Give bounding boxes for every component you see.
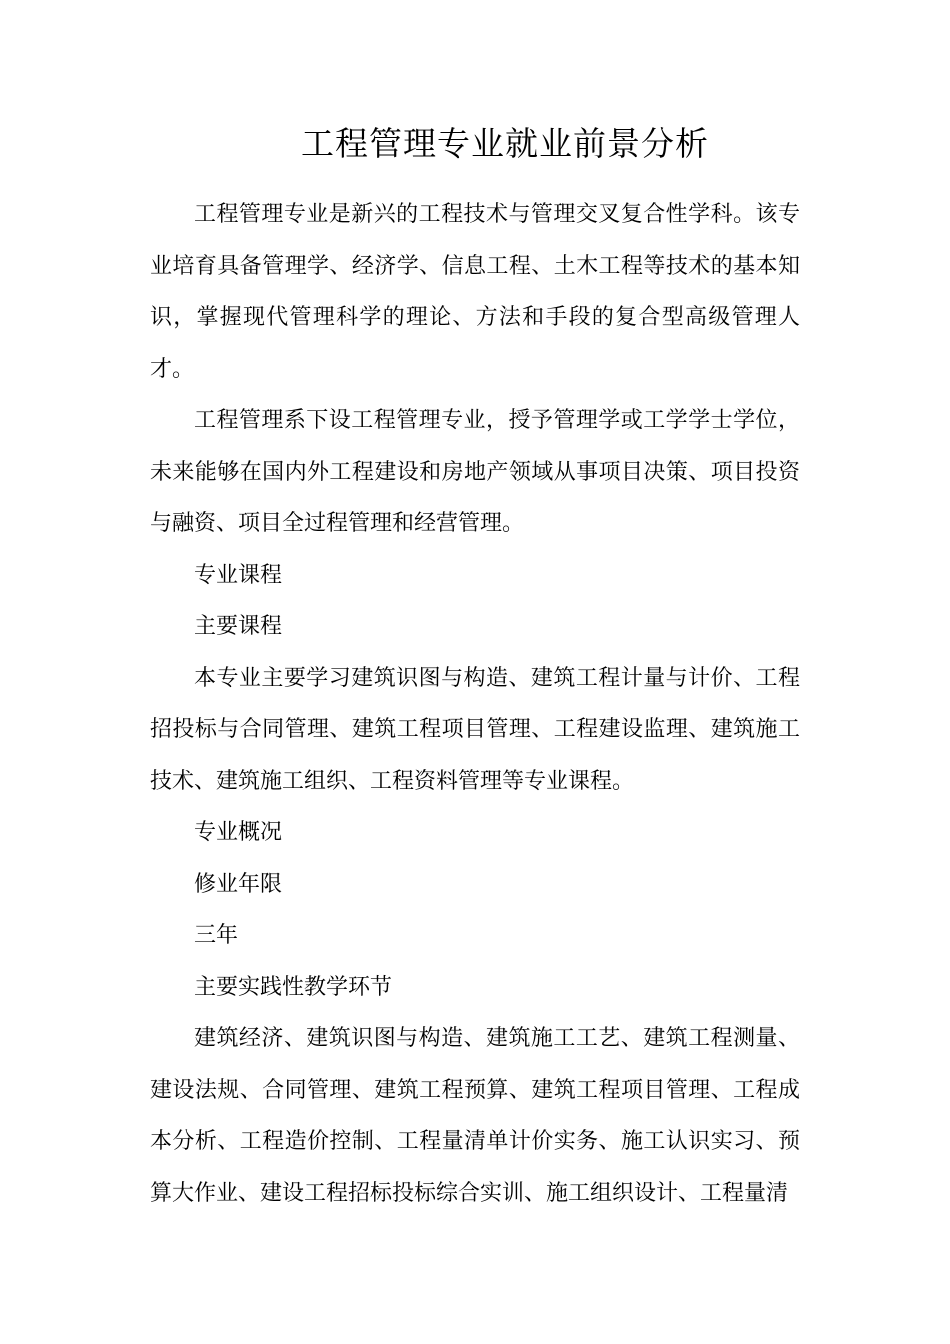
heading-practice: 主要实践性教学环节 xyxy=(194,974,393,1000)
heading-professional-courses: 专业课程 xyxy=(194,562,283,588)
heading-study-years: 修业年限 xyxy=(194,871,283,897)
document-body xyxy=(150,189,800,1219)
heading-main-courses: 主要课程 xyxy=(194,614,283,639)
value-study-years: 三年 xyxy=(194,923,239,948)
paragraph-intro: 工程管理专业是新兴的工程技术与管理交叉复合性学科。该专业培育具备管理学、经济学、信息工程、土木工程等技术的基本知识，掌握现代管理科学的理论、方法和手段的复合型高级管理人才。 xyxy=(150,202,800,382)
paragraph-course-list: 本专业主要学习建筑识图与构造、建筑工程计量与计价、工程招投标与合同管理、建筑工程项目管理、工程建设监理、建筑施工技术、建筑施工组织、工程资料管理等专业课程。 xyxy=(150,665,800,794)
paragraph-department: 工程管理系下设工程管理专业，授予管理学或工学学士学位，未来能够在国内外工程建设和房地产领域从事项目决策、项目投资与融资、项目全过程管理和经营管理。 xyxy=(150,408,800,536)
heading-overview: 专业概况 xyxy=(194,820,283,845)
document-title: 工程管理专业就业前景分析 xyxy=(301,124,709,163)
paragraph-practice-list: 建筑经济、建筑识图与构造、建筑施工工艺、建筑工程测量、建设法规、合同管理、建筑工程预算、建筑工程项目管理、工程成本分析、工程造价控制、工程量清单计价实务、施工认识实习、预算大作业、建设工程招标投标综合实训、施工组织设计、工程量清 xyxy=(150,1026,800,1206)
